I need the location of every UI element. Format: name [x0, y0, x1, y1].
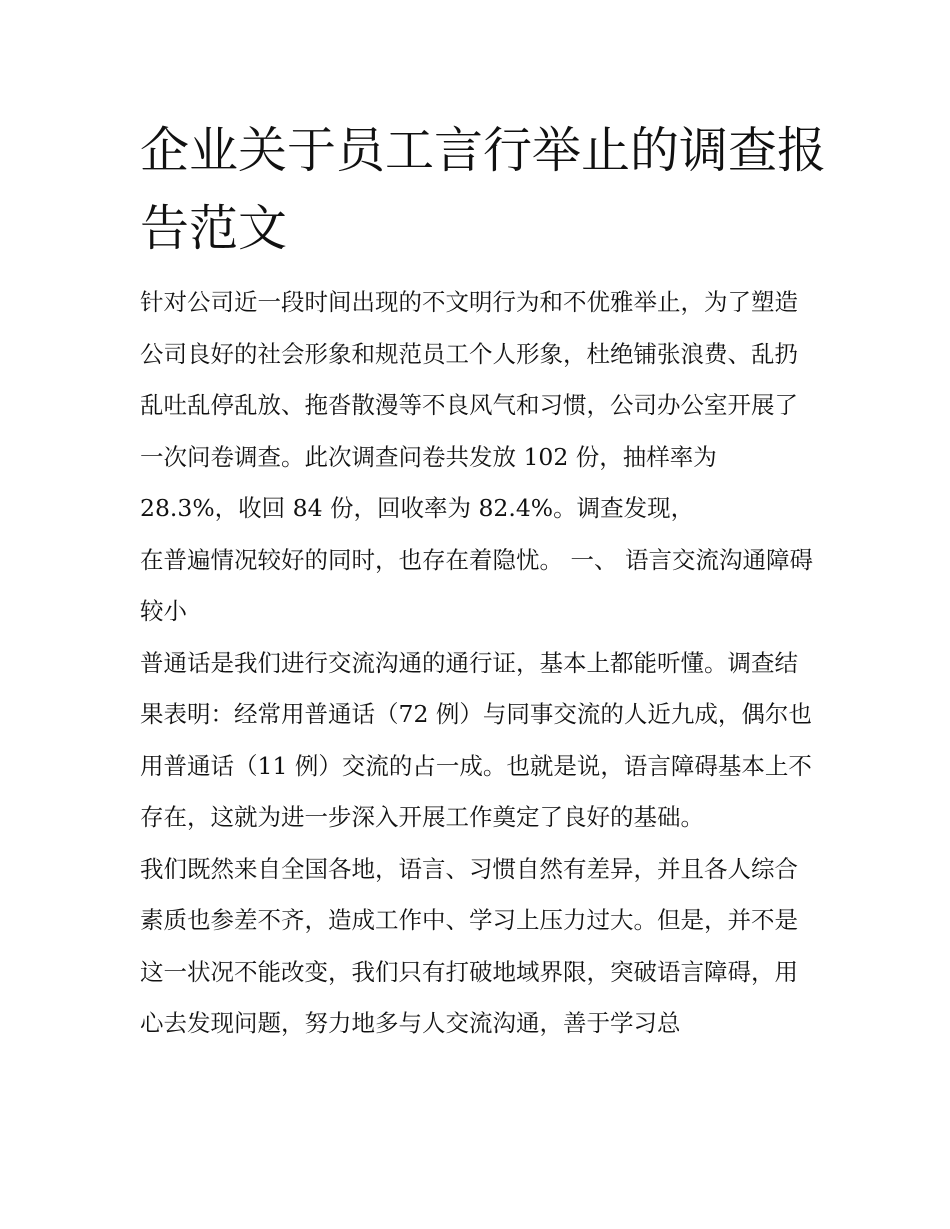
- paragraph-section-heading: 在普遍情况较好的同时，也存在着隐忧。 一、 语言交流沟通障碍较小: [140, 545, 813, 625]
- document-title: 企业关于员工言行举止的调查报告范文: [140, 122, 827, 257]
- paragraph-intro: 针对公司近一段时间出现的不文明行为和不优雅举止，为了塑造公司良好的社会形象和规范员工个人形象，杜绝铺张浪费、乱扔乱吐乱停乱放、拖沓散漫等不良风气和习惯，公司办公室开展了一次问卷调查。此次调查问卷共发放 102 份，抽样率为 28.3%，收回 84 份，回收率为 82.4%。调查发现，: [140, 288, 798, 522]
- paragraph-mandarin: 普通话是我们进行交流沟通的通行证，基本上都能听懂。调查结果表明：经常用普通话（72 例）与同事交流的人近九成，偶尔也用普通话（11 例）交流的占一成。也就是说，语言障碍基本上不存在，这就为进一步深入开展工作奠定了良好的基础。: [140, 648, 812, 831]
- paragraph-differences: 我们既然来自全国各地，语言、习惯自然有差异，并且各人综合素质也参差不齐，造成工作中、学习上压力过大。但是，并不是这一状况不能改变，我们只有打破地域界限，突破语言障碍，用心去发现问题，努力地多与人交流沟通，善于学习总: [140, 854, 798, 1037]
- document-body: [140, 277, 818, 1050]
